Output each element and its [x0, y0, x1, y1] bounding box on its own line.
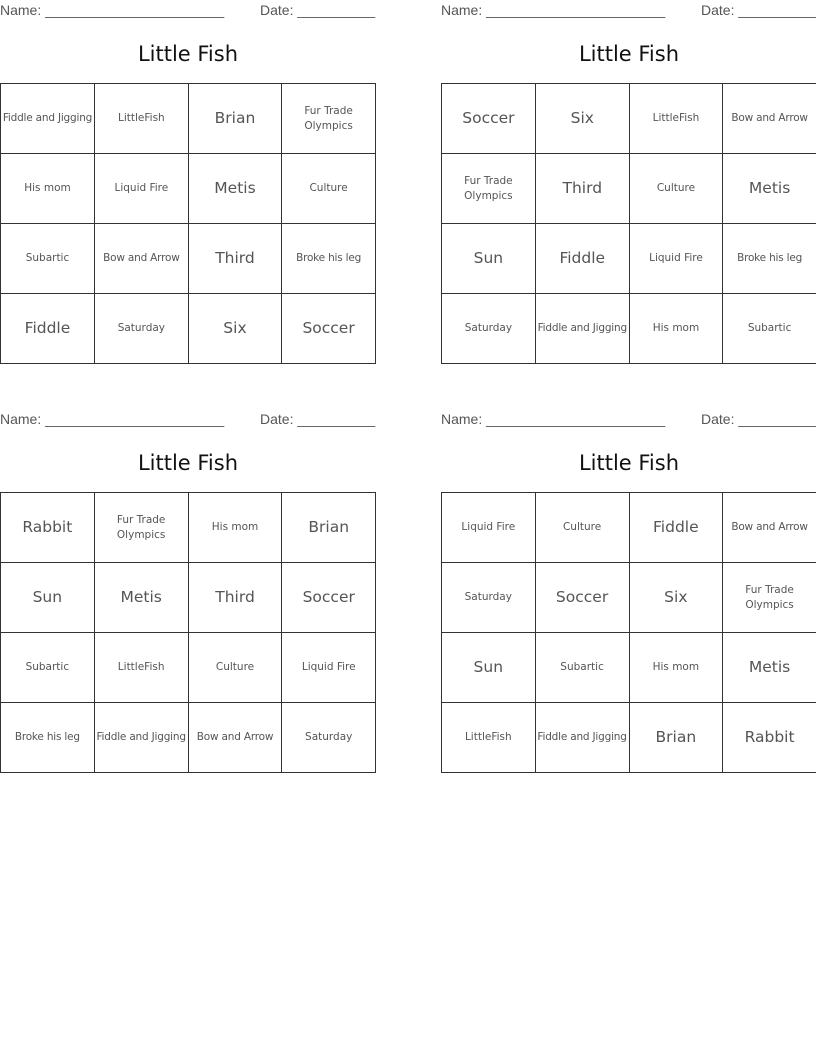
grid-cell: Saturday	[94, 294, 188, 364]
grid-cell: Fiddle	[1, 294, 95, 364]
grid-cell: Fiddle and Jigging	[1, 84, 95, 154]
bingo-grid	[441, 492, 816, 773]
grid-cell: Sun	[442, 224, 536, 294]
bingo-card-1	[0, 0, 376, 337]
grid-cell: LittleFish	[94, 633, 188, 703]
grid-cell: Subartic	[723, 294, 816, 364]
grid-row	[1, 493, 376, 563]
grid-row	[1, 294, 376, 364]
grid-cell: His mom	[1, 154, 95, 224]
name-field-label: Name: _______________________	[441, 2, 666, 18]
grid-cell: Metis	[188, 154, 281, 224]
card-header	[0, 409, 376, 431]
grid-cell: Six	[188, 294, 281, 364]
grid-row	[1, 154, 376, 224]
grid-cell: Six	[535, 84, 629, 154]
bingo-card-3	[0, 409, 376, 744]
grid-cell: Fiddle	[535, 224, 629, 294]
name-field-label: Name: _______________________	[441, 411, 666, 427]
bingo-grid	[441, 83, 816, 364]
grid-cell: LittleFish	[629, 84, 722, 154]
grid-cell: His mom	[188, 493, 282, 563]
grid-cell: His mom	[629, 294, 722, 364]
grid-cell: Saturday	[442, 294, 536, 364]
name-field-label: Name: _______________________	[0, 2, 225, 18]
grid-cell: Brian	[629, 703, 723, 773]
grid-cell: Culture	[535, 493, 629, 563]
grid-cell: Liquid Fire	[442, 493, 536, 563]
bingo-card-2	[441, 0, 816, 335]
card-title: Little Fish	[137, 451, 239, 475]
grid-cell: Third	[188, 224, 281, 294]
grid-row	[442, 493, 816, 563]
grid-cell: Brian	[188, 84, 281, 154]
grid-cell: Fur Trade Olympics	[282, 84, 376, 154]
grid-cell: Culture	[188, 633, 282, 703]
date-field-label: Date: __________	[260, 411, 376, 427]
grid-cell: Subartic	[1, 633, 95, 703]
date-field-label: Date: __________	[701, 411, 816, 427]
grid-cell: Saturday	[282, 703, 376, 773]
grid-cell: Liquid Fire	[94, 154, 188, 224]
grid-cell: Soccer	[442, 84, 536, 154]
grid-cell: Brian	[282, 493, 376, 563]
date-field-label: Date: __________	[260, 2, 376, 18]
grid-row	[1, 703, 376, 773]
grid-row	[442, 563, 816, 633]
card-header	[441, 0, 816, 22]
grid-cell: Fiddle and Jigging	[535, 294, 629, 364]
grid-cell: Metis	[723, 154, 816, 224]
bingo-grid	[0, 83, 376, 364]
grid-cell: Fur Trade Olympics	[94, 493, 188, 563]
grid-cell: Soccer	[282, 563, 376, 633]
grid-row	[1, 633, 376, 703]
grid-cell: Sun	[1, 563, 95, 633]
grid-cell: Metis	[94, 563, 188, 633]
grid-cell: Bow and Arrow	[94, 224, 188, 294]
grid-cell: Culture	[282, 154, 376, 224]
grid-cell: Third	[188, 563, 282, 633]
grid-cell: Broke his leg	[1, 703, 95, 773]
name-field-label: Name: _______________________	[0, 411, 225, 427]
grid-row	[442, 224, 816, 294]
card-title: Little Fish	[578, 42, 680, 66]
grid-cell: Six	[629, 563, 723, 633]
bingo-grid	[0, 492, 376, 773]
bingo-card-4	[441, 409, 816, 746]
grid-row	[442, 294, 816, 364]
grid-row	[1, 224, 376, 294]
grid-cell: Liquid Fire	[629, 224, 722, 294]
grid-row	[442, 633, 816, 703]
grid-cell: LittleFish	[442, 703, 536, 773]
card-header	[441, 409, 816, 431]
grid-cell: Soccer	[535, 563, 629, 633]
grid-cell: Metis	[723, 633, 816, 703]
grid-cell: Broke his leg	[282, 224, 376, 294]
grid-cell: Subartic	[1, 224, 95, 294]
grid-cell: His mom	[629, 633, 723, 703]
grid-cell: Third	[535, 154, 629, 224]
grid-cell: Sun	[442, 633, 536, 703]
grid-cell: Soccer	[282, 294, 376, 364]
grid-cell: Fur Trade Olympics	[723, 563, 816, 633]
grid-row	[442, 154, 816, 224]
grid-cell: Rabbit	[723, 703, 816, 773]
grid-cell: Bow and Arrow	[723, 84, 816, 154]
grid-cell: Rabbit	[1, 493, 95, 563]
grid-cell: Fiddle and Jigging	[94, 703, 188, 773]
grid-cell: Broke his leg	[723, 224, 816, 294]
grid-cell: Bow and Arrow	[723, 493, 816, 563]
grid-cell: Culture	[629, 154, 722, 224]
grid-cell: Bow and Arrow	[188, 703, 282, 773]
card-title: Little Fish	[578, 451, 680, 475]
grid-cell: Subartic	[535, 633, 629, 703]
grid-row	[442, 703, 816, 773]
date-field-label: Date: __________	[701, 2, 816, 18]
grid-cell: LittleFish	[94, 84, 188, 154]
card-title: Little Fish	[137, 42, 239, 66]
grid-row	[442, 84, 816, 154]
grid-cell: Liquid Fire	[282, 633, 376, 703]
card-header	[0, 0, 376, 22]
grid-row	[1, 563, 376, 633]
grid-cell: Fiddle	[629, 493, 723, 563]
grid-row	[1, 84, 376, 154]
grid-cell: Fur Trade Olympics	[442, 154, 536, 224]
grid-cell: Fiddle and Jigging	[535, 703, 629, 773]
grid-cell: Saturday	[442, 563, 536, 633]
